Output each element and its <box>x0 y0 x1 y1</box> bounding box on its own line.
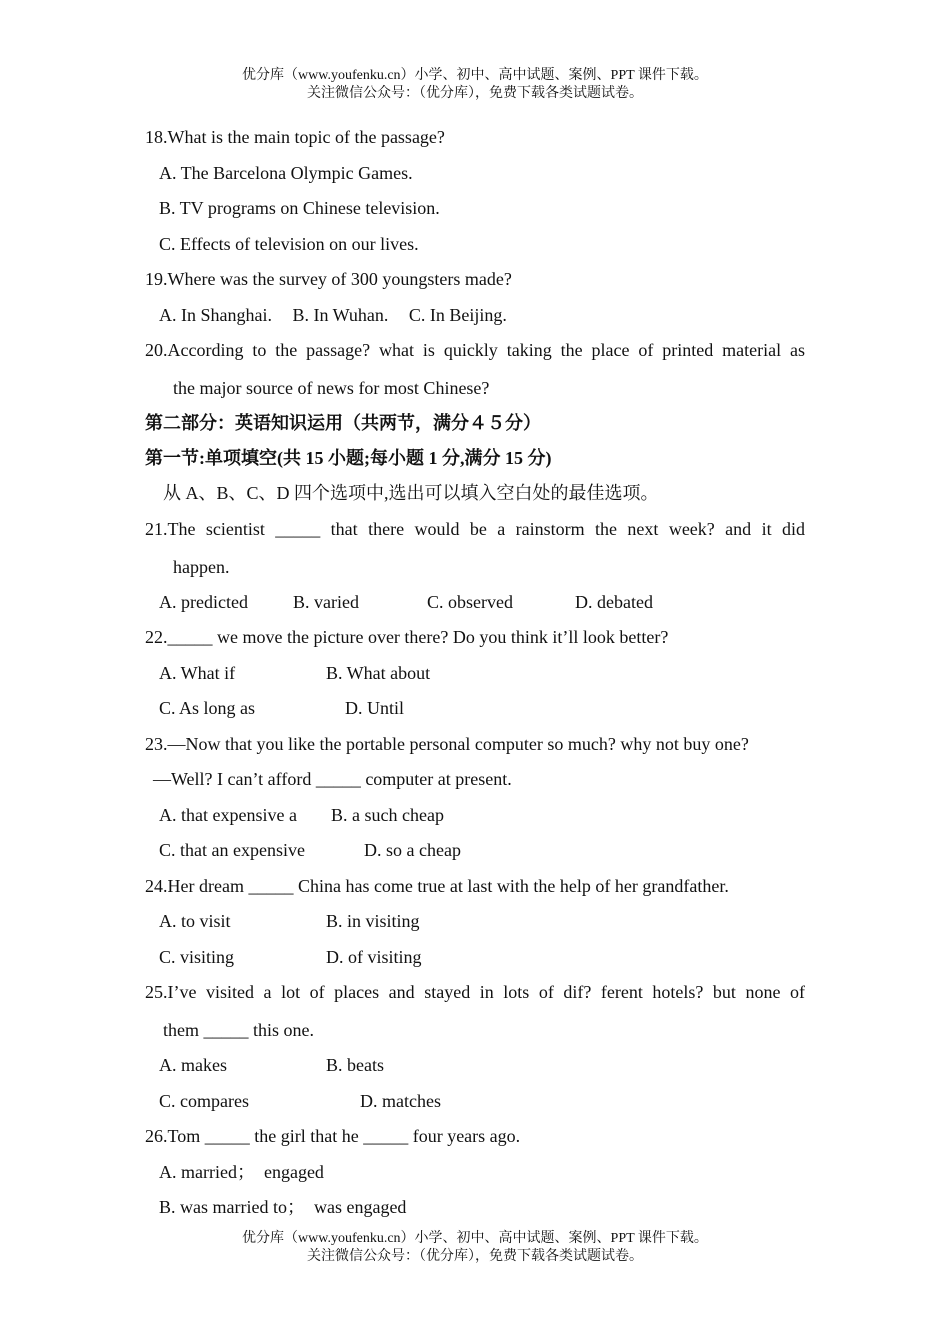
q23-option-a: A. that expensive a <box>159 805 297 825</box>
q22-option-d: D. Until <box>345 698 405 718</box>
q20-stem-line-1: 20.According to the passage? what is quickly taking the place of printed material as <box>145 340 805 360</box>
q18-option-c: C. Effects of television on our lives. <box>159 234 419 254</box>
q19-option-a: A. In Shanghai. <box>159 305 272 325</box>
q23-stem-line-1: 23.—Now that you like the portable personal computer so much? why not buy one? <box>145 734 749 754</box>
q25-option-c: C. compares <box>159 1091 249 1111</box>
q25-option-a: A. makes <box>159 1055 227 1075</box>
q23-option-c: C. that an expensive <box>159 840 305 860</box>
q22-option-b: B. What about <box>326 663 431 683</box>
q20-stem-line-2: the major source of news for most Chinese? <box>173 378 490 398</box>
page-footer <box>0 1230 950 1266</box>
q18-option-b: B. TV programs on Chinese television. <box>159 198 440 218</box>
q22-option-c: C. As long as <box>159 698 256 718</box>
q21-option-b: B. varied <box>293 592 359 612</box>
q24-option-b: B. in visiting <box>326 911 420 931</box>
q25-stem-line-2: them _____ this one. <box>163 1020 314 1040</box>
q19-options <box>159 304 507 326</box>
q26-option-b: B. was married to； was engaged <box>159 1197 407 1217</box>
footer-line-2: 关注微信公众号：（优分库），免费下载各类试题试卷。 <box>307 1249 643 1264</box>
footer-line-1: 优分库（www.youfenku.cn）小学、初中、高中试题、案例、PPT 课件下载。 <box>242 1231 708 1246</box>
q23-option-b: B. a such cheap <box>331 805 444 825</box>
section1-title: 第一节:单项填空(共 15 小题;每小题 1 分,满分 15 分) <box>145 448 552 468</box>
q19-option-b: B. In Wuhan. <box>292 305 389 325</box>
q18-option-a: A. The Barcelona Olympic Games. <box>159 163 413 183</box>
q21-stem-line-1: 21.The scientist _____ that there would be a rainstorm the next week? and it did <box>145 519 805 539</box>
q18-stem: 18.What is the main topic of the passage? <box>145 127 445 147</box>
q25-option-b: B. beats <box>326 1055 384 1075</box>
header-line-1: 优分库（www.youfenku.cn）小学、初中、高中试题、案例、PPT 课件下载。 <box>242 68 708 83</box>
q23-option-d: D. so a cheap <box>364 840 461 860</box>
q21-stem-line-2: happen. <box>173 557 230 577</box>
q25-stem-line-1: 25.I’ve visited a lot of places and stayed in lots of dif? ferent hotels? but none of <box>145 982 805 1002</box>
q19-stem: 19.Where was the survey of 300 youngsters made? <box>145 269 512 289</box>
q21-option-c: C. observed <box>427 592 513 612</box>
q21-option-d: D. debated <box>575 592 653 612</box>
q21-option-a: A. predicted <box>159 592 248 612</box>
page-header <box>0 67 950 103</box>
q24-option-a: A. to visit <box>159 911 231 931</box>
q26-stem: 26.Tom _____ the girl that he _____ four years ago. <box>145 1126 521 1146</box>
header-line-2: 关注微信公众号：（优分库），免费下载各类试题试卷。 <box>307 86 643 101</box>
q24-stem: 24.Her dream _____ China has come true at last with the help of her grandfather. <box>145 876 729 896</box>
q22-option-a: A. What if <box>159 663 236 683</box>
q23-stem-line-2: —Well? I can’t afford _____ computer at present. <box>153 769 512 789</box>
part2-title: 第二部分：英语知识运用（共两节，满分４５分） <box>145 413 541 433</box>
q25-option-d: D. matches <box>360 1091 441 1111</box>
section1-instruction: 从 A、B、C、D 四个选项中,选出可以填入空白处的最佳选项。 <box>163 483 659 503</box>
q19-option-c: C. In Beijing. <box>408 305 507 325</box>
q24-option-c: C. visiting <box>159 947 235 967</box>
q26-option-a: A. married； engaged <box>159 1162 324 1182</box>
q22-stem: 22._____ we move the picture over there? Do you think it’ll look better? <box>145 627 669 647</box>
q24-option-d: D. of visiting <box>326 947 422 967</box>
